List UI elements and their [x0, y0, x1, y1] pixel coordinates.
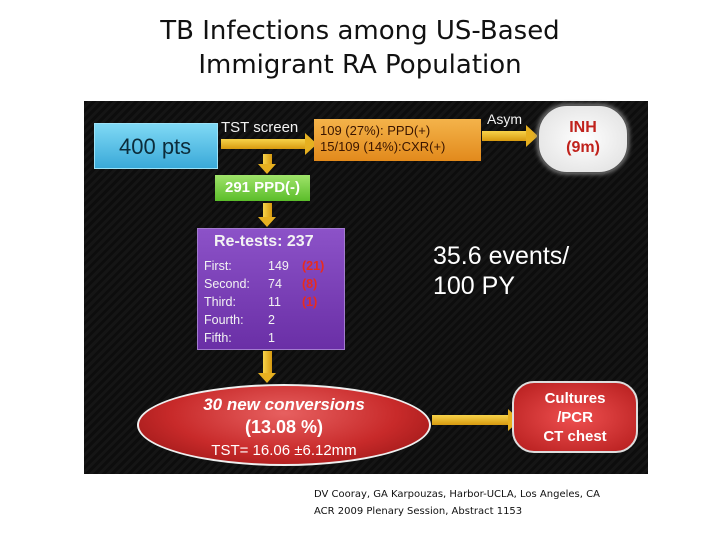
- flowchart-panel: [84, 101, 648, 474]
- title-line-2: Immigrant RA Population: [198, 50, 522, 80]
- retest-row-value: 11: [268, 295, 281, 309]
- conversions-line-1: 30 new conversions: [203, 395, 365, 414]
- ppd-positive-box: [314, 119, 481, 161]
- citation-line-2: ACR 2009 Plenary Session, Abstract 1153: [314, 506, 523, 517]
- retests-heading: Re-tests: 237: [214, 233, 314, 250]
- followup-line-3: CT chest: [543, 428, 607, 445]
- citation: [314, 486, 600, 520]
- arrow-to-retests: [263, 203, 272, 217]
- followup-line-2: /PCR: [557, 409, 593, 426]
- retest-row-value: 2: [268, 313, 275, 327]
- conversions-line-2: (13.08 %): [244, 417, 324, 437]
- retest-row-label: Fourth:: [204, 313, 244, 327]
- treatment-line-2: (9m): [566, 139, 600, 156]
- ppd-negative-box: 291 PPD(-): [215, 175, 310, 201]
- retest-row: [204, 275, 344, 293]
- conversions-ellipse: [137, 384, 431, 466]
- arrow-to-ppd-negative: [263, 154, 272, 164]
- retest-row-label: First:: [204, 259, 232, 273]
- title-line-1: TB Infections among US-Based: [160, 16, 560, 46]
- event-rate-line-2: 100 PY: [433, 272, 516, 300]
- ppd-positive-line-1: 109 (27%): PPD(+): [320, 123, 431, 138]
- ppd-positive-line-2: 15/109 (14%):CXR(+): [320, 139, 446, 154]
- event-rate: [433, 241, 569, 301]
- treatment-box: [537, 104, 629, 174]
- arrow-to-ppd-positive: [221, 139, 305, 149]
- event-rate-line-1: 35.6 events/: [433, 242, 570, 270]
- arrow-to-followup: [432, 415, 508, 425]
- followup-line-1: Cultures: [544, 390, 606, 407]
- conversions-line-3: TST= 16.06 ±6.12mm: [211, 442, 357, 459]
- retest-row-conversions: (21): [302, 259, 325, 273]
- patients-box: 400 pts: [94, 123, 218, 169]
- retest-row-conversions: (8): [302, 277, 318, 291]
- slide-title: [0, 14, 720, 82]
- retests-box: [197, 228, 345, 350]
- followup-box: [512, 381, 638, 453]
- retest-row-label: Third:: [204, 295, 236, 309]
- retest-row-conversions: (1): [302, 295, 318, 309]
- retest-row-value: 74: [268, 277, 282, 291]
- retest-row-value: 1: [268, 331, 275, 345]
- treatment-line-1: INH: [569, 119, 597, 136]
- arrow-to-treatment: [482, 131, 526, 141]
- retest-row-label: Second:: [204, 277, 250, 291]
- retest-row: [204, 311, 344, 329]
- retest-row-label: Fifth:: [204, 331, 232, 345]
- retest-row: [204, 257, 344, 275]
- citation-line-1: DV Cooray, GA Karpouzas, Harbor-UCLA, Los Angeles, CA: [314, 489, 600, 500]
- asym-label: Asym: [487, 111, 522, 127]
- arrow-to-conversions: [263, 351, 272, 373]
- tst-screen-label: TST screen: [221, 119, 299, 136]
- retest-row-value: 149: [268, 259, 289, 273]
- retest-row: [204, 293, 344, 311]
- retest-row: [204, 329, 344, 347]
